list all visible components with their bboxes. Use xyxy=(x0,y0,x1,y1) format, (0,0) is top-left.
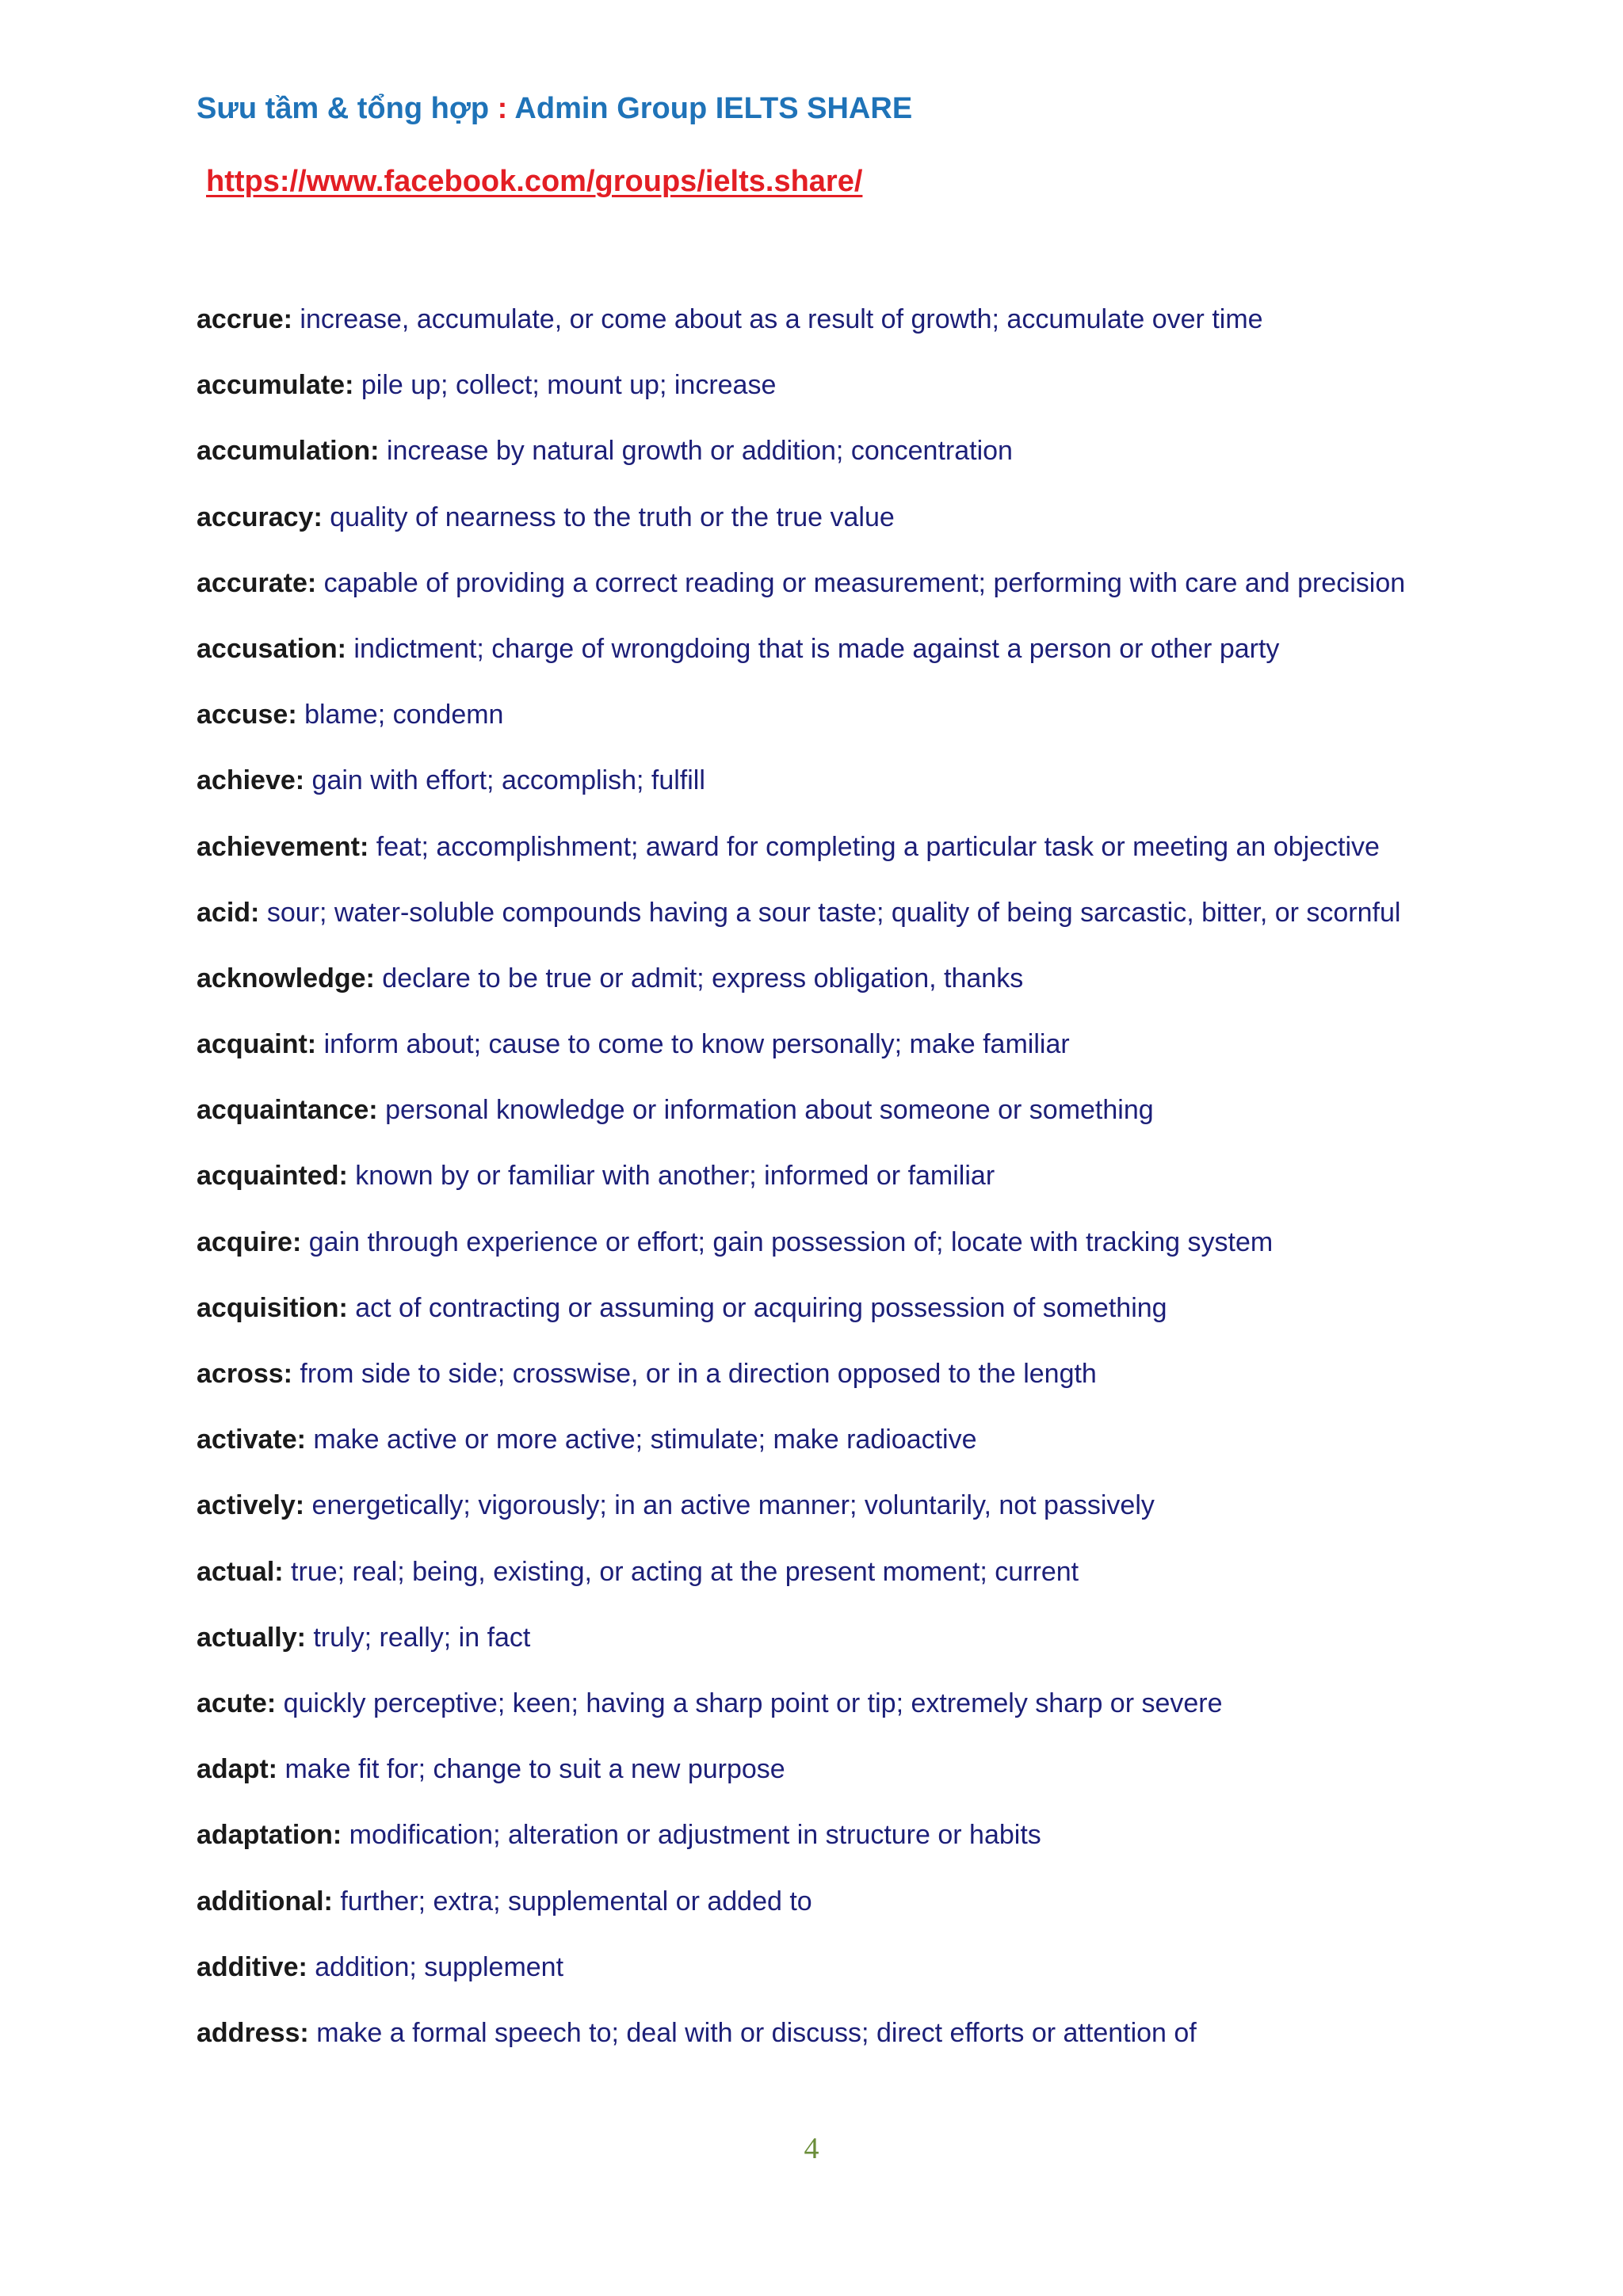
vocabulary-entry xyxy=(197,302,1480,368)
vocabulary-entry xyxy=(197,1291,1480,1356)
entry-definition: blame; condemn xyxy=(304,700,504,730)
page-header xyxy=(197,92,912,126)
vocabulary-entry xyxy=(197,1027,1480,1093)
entry-term: accuracy: xyxy=(197,502,323,532)
entry-term: actually: xyxy=(197,1622,306,1653)
vocabulary-list xyxy=(197,302,1480,2081)
vocabulary-entry xyxy=(197,631,1480,697)
entry-term: acquire: xyxy=(197,1226,302,1257)
entry-term: accrue: xyxy=(197,304,292,334)
entry-term: achieve: xyxy=(197,765,305,796)
vocabulary-entry xyxy=(197,368,1480,433)
entry-term: across: xyxy=(197,1359,292,1389)
vocabulary-entry xyxy=(197,1488,1480,1554)
header-separator: : xyxy=(489,92,515,125)
page-number: 4 xyxy=(804,2132,819,2165)
entry-term: achievement: xyxy=(197,831,369,862)
vocabulary-entry xyxy=(197,1817,1480,1883)
entry-term: actively: xyxy=(197,1490,305,1521)
entry-term: address: xyxy=(197,2017,309,2048)
entry-term: acid: xyxy=(197,897,260,928)
vocabulary-entry xyxy=(197,500,1480,566)
entry-term: actual: xyxy=(197,1556,284,1587)
entry-definition: capable of providing a correct reading or measurement; performing with care and precision xyxy=(323,567,1406,598)
vocabulary-entry xyxy=(197,1686,1480,1752)
entry-definition: sour; water-soluble compounds having a sour taste; quality of being sarcastic, bitter, or scornful xyxy=(266,897,1401,928)
entry-definition: increase, accumulate, or come about as a result of growth; accumulate over time xyxy=(300,304,1263,334)
entry-term: accumulation: xyxy=(197,436,380,467)
vocabulary-entry xyxy=(197,433,1480,499)
entry-definition: energetically; vigorously; in an active manner; voluntarily, not passively xyxy=(311,1490,1155,1521)
vocabulary-entry xyxy=(197,895,1480,961)
entry-term: adaptation: xyxy=(197,1820,342,1851)
vocabulary-entry xyxy=(197,961,1480,1027)
vocabulary-entry xyxy=(197,2016,1480,2081)
entry-term: activate: xyxy=(197,1425,306,1455)
entry-definition: personal knowledge or information about someone or something xyxy=(385,1095,1154,1126)
header-prefix: Sưu tầm & tổng hợp xyxy=(197,92,490,125)
entry-term: acquaint: xyxy=(197,1029,317,1060)
vocabulary-entry xyxy=(197,763,1480,829)
entry-term: accurate: xyxy=(197,567,317,598)
entry-term: additive: xyxy=(197,1951,307,1982)
entry-term: acquaintance: xyxy=(197,1095,378,1126)
vocabulary-entry xyxy=(197,1158,1480,1224)
entry-definition: quality of nearness to the truth or the true value xyxy=(330,502,895,532)
entry-definition: gain with effort; accomplish; fulfill xyxy=(311,765,705,796)
entry-term: adapt: xyxy=(197,1754,277,1785)
vocabulary-entry xyxy=(197,697,1480,763)
entry-definition: modification; alteration or adjustment in structure or habits xyxy=(349,1820,1041,1851)
entry-definition: make fit for; change to suit a new purpose xyxy=(285,1754,785,1785)
facebook-group-link[interactable]: https://www.facebook.com/groups/ielts.share/ xyxy=(206,165,863,198)
entry-definition: further; extra; supplemental or added to xyxy=(340,1886,812,1917)
entry-term: acute: xyxy=(197,1688,277,1718)
entry-definition: make active or more active; stimulate; make radioactive xyxy=(313,1425,977,1455)
entry-definition: truly; really; in fact xyxy=(313,1622,531,1653)
entry-term: accumulate: xyxy=(197,370,354,401)
vocabulary-entry xyxy=(197,1554,1480,1620)
vocabulary-entry xyxy=(197,1884,1480,1950)
header-group-name: Admin Group IELTS SHARE xyxy=(514,92,913,125)
entry-term: acquisition: xyxy=(197,1292,348,1323)
entry-definition: increase by natural growth or addition; concentration xyxy=(386,436,1013,467)
vocabulary-entry xyxy=(197,1356,1480,1422)
vocabulary-entry xyxy=(197,566,1480,631)
entry-term: accuse: xyxy=(197,700,297,730)
entry-definition: pile up; collect; mount up; increase xyxy=(361,370,777,401)
entry-definition: addition; supplement xyxy=(315,1951,564,1982)
entry-definition: act of contracting or assuming or acquiring possession of something xyxy=(355,1292,1167,1323)
vocabulary-entry xyxy=(197,830,1480,895)
vocabulary-entry xyxy=(197,1225,1480,1291)
entry-definition: gain through experience or effort; gain possession of; locate with tracking system xyxy=(308,1226,1274,1257)
entry-definition: quickly perceptive; keen; having a sharp point or tip; extremely sharp or severe xyxy=(283,1688,1223,1718)
entry-definition: known by or familiar with another; informed or familiar xyxy=(355,1161,995,1192)
entry-term: accusation: xyxy=(197,633,346,664)
entry-definition: true; real; being, existing, or acting at the present moment; current xyxy=(291,1556,1079,1587)
entry-definition: indictment; charge of wrongdoing that is made against a person or other party xyxy=(353,633,1280,664)
vocabulary-entry xyxy=(197,1752,1480,1817)
entry-term: acknowledge: xyxy=(197,963,375,994)
entry-definition: declare to be true or admit; express obligation, thanks xyxy=(382,963,1024,994)
entry-definition: make a formal speech to; deal with or discuss; direct efforts or attention of xyxy=(316,2017,1197,2048)
entry-term: acquainted: xyxy=(197,1161,348,1192)
entry-definition: feat; accomplishment; award for completing a particular task or meeting an objective xyxy=(376,831,1380,862)
vocabulary-entry xyxy=(197,1093,1480,1158)
vocabulary-entry xyxy=(197,1620,1480,1686)
vocabulary-entry xyxy=(197,1950,1480,2016)
vocabulary-entry xyxy=(197,1422,1480,1488)
entry-term: additional: xyxy=(197,1886,333,1917)
entry-definition: inform about; cause to come to know personally; make familiar xyxy=(323,1029,1070,1060)
entry-definition: from side to side; crosswise, or in a direction opposed to the length xyxy=(300,1359,1097,1389)
